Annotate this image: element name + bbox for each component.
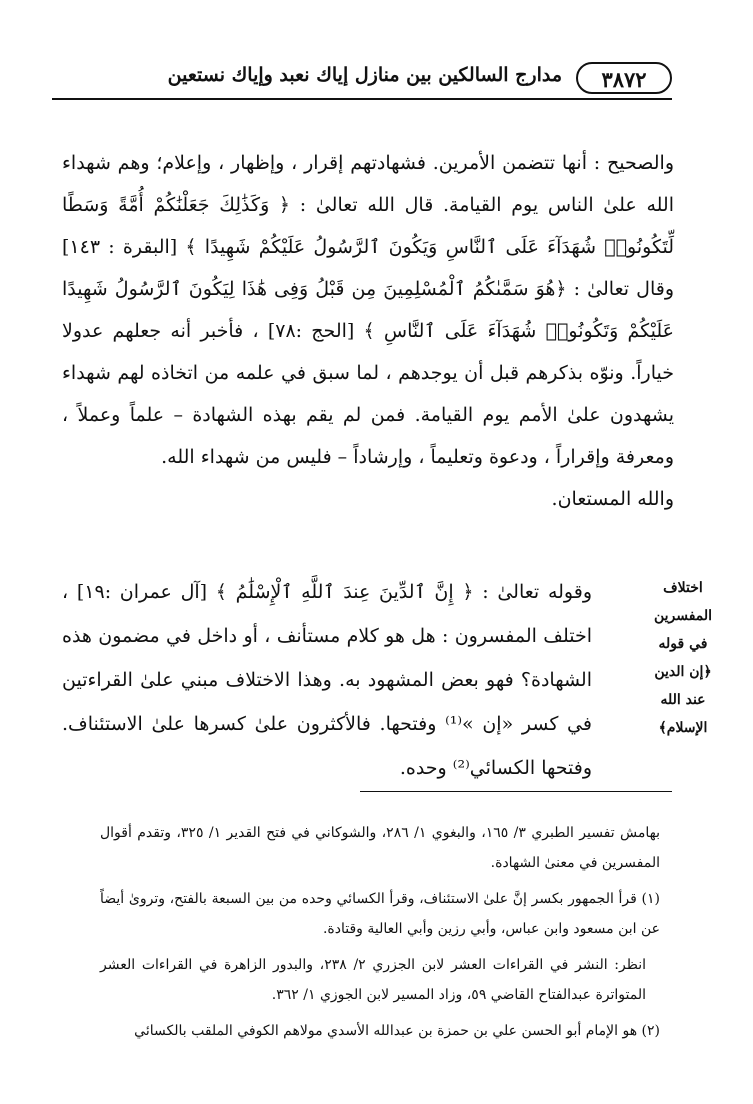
footnote-1: (١) قرأ الجمهور بكسر إنَّ علىٰ الاستئناف، وقرأ الكسائي وحده من بين السبعة بالفتح، وتروىٰ أيضاً عن ابن مسعود وابن عباس، وأبي رزين وأبي العالية وقتادة.	[100, 891, 660, 937]
running-title: مدارج السالكين بين منازل إياك نعبد وإياك نستعين	[167, 64, 562, 86]
margin-note-line: عند الله	[660, 692, 706, 708]
footnote-intro: بهامش تفسير الطبري ٣/ ١٦٥، والبغوي ١/ ٢٨٦، والشوكاني في فتح القدير ١/ ٣٢٥، وتقدم أقوال المفسرين في معنىٰ الشهادة.	[100, 825, 660, 871]
margin-note-line: ﴿إن الدين	[654, 664, 712, 680]
footnotes	[100, 818, 660, 1052]
page-number: ٣٨٧٢	[576, 62, 672, 94]
margin-note-line: في قوله	[658, 636, 708, 652]
paragraph-3: وقوله تعالىٰ : ﴿ إِنَّ ٱلدِّينَ عِندَ ٱللَّهِ ٱلْإِسْلَٰمُ ﴾ [آل عمران :١٩] ، اختلف المفسرون : هل هو كلام مستأنف ، أو داخل في مضمون هذه الشهادة؟ فهو بعض المشهود به. وهذا الاختلاف مبني علىٰ القراءتين في كسر «إن »⁽¹⁾ وفتحها. فالأكثرون علىٰ كسرها علىٰ الاستئناف. وفتحها الكسائي⁽²⁾ وحده.	[62, 581, 592, 779]
footnote-1-reference: انظر: النشر في القراءات العشر لابن الجزري ٢/ ٢٣٨، والبدور الزاهرة في القراءات العشر المتواترة عبدالفتاح القاضي ٥٩، وزاد المسير لابن الجوزي ١/ ٣٦٢.	[100, 957, 647, 1003]
margin-note-line: المفسرين	[653, 608, 713, 624]
header-divider	[52, 98, 672, 100]
page-header	[52, 58, 672, 106]
footnote-2: (٢) هو الإمام أبو الحسن علي بن حمزة بن عبدالله الأسدي مولاهم الكوفي الملقب بالكسائي	[134, 1023, 660, 1039]
margin-note	[643, 574, 723, 742]
paragraph-2: والله المستعان.	[551, 488, 674, 510]
main-text-upper	[62, 142, 674, 520]
paragraph-1: والصحيح : أنها تتضمن الأمرين. فشهادتهم إقرار ، وإظهار ، وإعلام؛ وهم شهداء الله علىٰ الناس يوم القيامة. قال الله تعالىٰ : ﴿ وَكَذَٰلِكَ جَعَلْنَٰكُمْ أُمَّةً وَسَطًا لِّتَكُونُوا۟ شُهَدَآءَ عَلَى ٱلنَّاسِ وَيَكُونَ ٱلرَّسُولُ عَلَيْكُمْ شَهِيدًا ﴾ [البقرة : ١٤٣] وقال تعالىٰ : ﴿هُوَ سَمَّىٰكُمُ ٱلْمُسْلِمِينَ مِن قَبْلُ وَفِى هَٰذَا لِيَكُونَ ٱلرَّسُولُ شَهِيدًا عَلَيْكُمْ وَتَكُونُوا۟ شُهَدَآءَ عَلَى ٱلنَّاسِ ﴾ [الحج :٧٨] ، فأخبر أنه جعلهم عدولا خياراً. ونوّه بذكرهم قبل أن يوجدهم ، لما سبق في علمه من اتخاذه لهم شهداء يشهدون علىٰ الأمم يوم القيامة. فمن لم يقم بهذه الشهادة – علماً وعملاً ، ومعرفة وإقراراً ، ودعوة وتعليماً ، وإرشاداً – فليس من شهداء الله.	[62, 152, 674, 468]
footnote-divider	[360, 791, 672, 792]
margin-note-line: الإسلام﴾	[658, 720, 708, 736]
margin-note-line: اختلاف	[663, 580, 703, 596]
main-text-lower	[62, 570, 592, 790]
